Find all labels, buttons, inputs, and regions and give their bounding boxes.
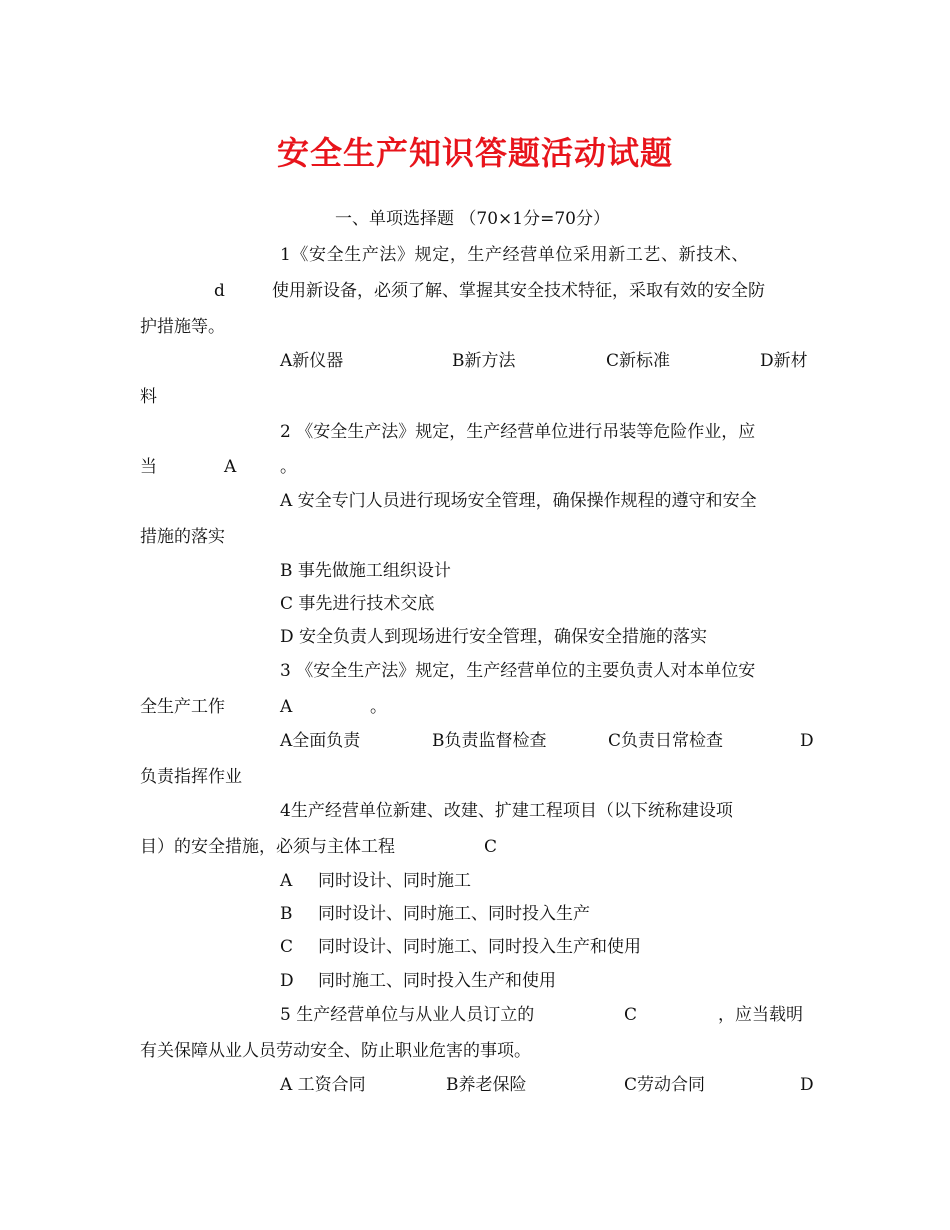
q5-option-d: D	[800, 1075, 814, 1095]
q4-option-c-text: 同时设计、同时施工、同时投入生产和使用	[318, 937, 641, 957]
q4-stem-line1: 4生产经营单位新建、改建、扩建工程项目（以下统称建设项	[280, 801, 733, 821]
q4-stem-line2: 目）的安全措施，必须与主体工程	[140, 837, 395, 857]
q5-stem-line2: 有关保障从业人员劳动安全、防止职业危害的事项。	[140, 1041, 531, 1061]
q4-option-b-text: 同时设计、同时施工、同时投入生产	[318, 904, 590, 924]
q1-option-a: A新仪器	[280, 351, 344, 371]
q1-stem-line1: 1《安全生产法》规定，生产经营单位采用新工艺、新技术、	[280, 245, 750, 265]
q1-stem-line3: 护措施等。	[140, 317, 225, 337]
q1-option-c: C新标准	[606, 351, 671, 371]
q1-option-d: D新材	[760, 351, 808, 371]
q4-option-a-letter: A	[280, 871, 293, 891]
q3-stem-line1: 3 《安全生产法》规定，生产经营单位的主要负责人对本单位安	[280, 661, 756, 681]
q4-option-d-letter: D	[280, 971, 294, 991]
q2-stem-line2-start: 当	[140, 457, 157, 477]
q4-option-d-text: 同时施工、同时投入生产和使用	[318, 971, 556, 991]
q5-stem-line1-end: ，应当载明	[718, 1005, 803, 1025]
q5-option-a: A 工资合同	[280, 1075, 366, 1095]
q2-option-a-line2: 措施的落实	[140, 527, 225, 547]
q4-option-a-text: 同时设计、同时施工	[318, 871, 471, 891]
q2-answer: A	[224, 457, 237, 477]
q3-option-c: C负责日常检查	[608, 731, 724, 751]
q5-answer: C	[624, 1005, 638, 1025]
q5-stem-line1-start: 5 生产经营单位与从业人员订立的	[280, 1005, 535, 1025]
q4-option-b-letter: B	[280, 904, 293, 924]
q2-option-a-line1: A 安全专门人员进行现场安全管理，确保操作规程的遵守和安全	[280, 491, 757, 511]
q5-option-b: B养老保险	[446, 1075, 527, 1095]
q3-stem-line2-end: 。	[370, 697, 387, 717]
q1-stem-line2: 使用新设备，必须了解、掌握其安全技术特征，采取有效的安全防	[272, 281, 765, 301]
section-heading: 一、单项选择题 （70×1分=70分）	[335, 209, 610, 229]
q3-option-d: D	[800, 731, 814, 751]
q2-stem-line1: 2 《安全生产法》规定，生产经营单位进行吊装等危险作业，应	[280, 422, 756, 442]
q2-stem-line2-end: 。	[280, 457, 297, 477]
q1-option-b: B新方法	[452, 351, 516, 371]
q4-answer: C	[484, 837, 498, 857]
q3-option-b: B负责监督检查	[432, 731, 547, 751]
q5-option-c: C劳动合同	[624, 1075, 706, 1095]
q3-stem-line2-start: 全生产工作	[140, 697, 225, 717]
q3-option-d-wrap: 负责指挥作业	[140, 767, 242, 787]
document-title: 安全生产知识答题活动试题	[276, 134, 673, 172]
q2-option-b: B 事先做施工组织设计	[280, 561, 451, 581]
q2-option-c: C 事先进行技术交底	[280, 594, 435, 614]
q1-answer: d	[214, 281, 225, 301]
q4-option-c-letter: C	[280, 937, 294, 957]
q3-option-a: A全面负责	[280, 731, 361, 751]
q2-option-d: D 安全负责人到现场进行安全管理，确保安全措施的落实	[280, 627, 708, 647]
q3-answer: A	[280, 697, 293, 717]
q1-option-d-wrap: 料	[140, 387, 157, 407]
